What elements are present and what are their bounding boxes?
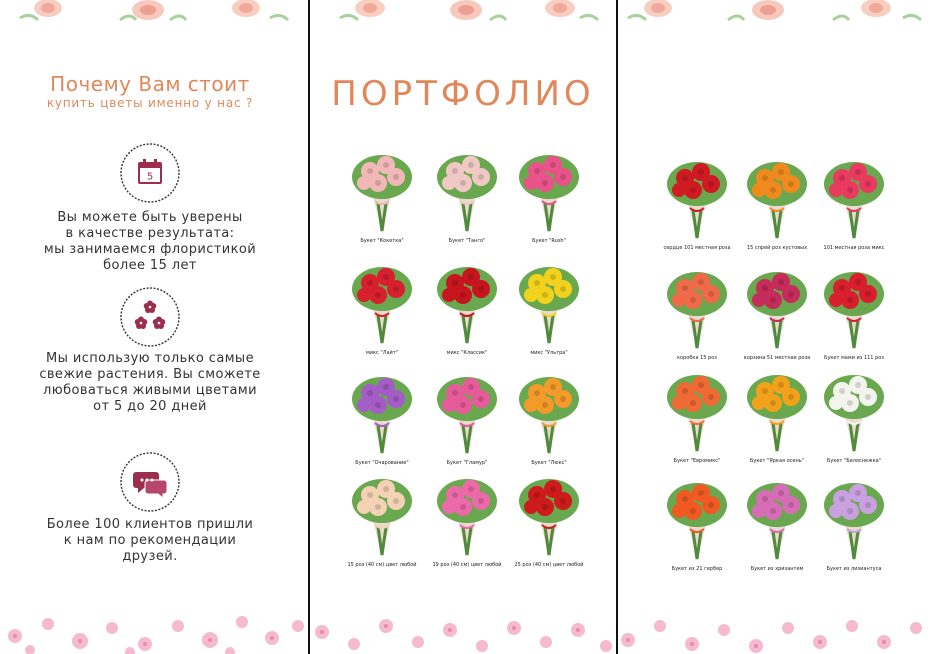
gallery-item-caption: сердце 101 местная роза <box>663 245 731 251</box>
bouquet-image <box>427 255 507 345</box>
portfolio-item-caption: Букет "Танго" <box>448 238 486 244</box>
portfolio-item-caption: Букет "Очарование" <box>355 460 409 466</box>
bouquet-image <box>342 365 422 455</box>
bouquet-image <box>737 260 817 350</box>
gallery-item-caption: Букет мами из 111 роз <box>824 355 884 361</box>
portfolio-item-caption: микс "Ультра" <box>530 350 568 356</box>
feature-experience: Вы можете быть уверены в качестве результата: мы занимаемся флористикой более 15 лет <box>43 210 257 273</box>
portfolio-item-caption: Букет "Rush" <box>532 238 566 244</box>
bouquet-image <box>737 363 817 453</box>
portfolio-panel <box>310 0 616 654</box>
bottom-floral-decoration <box>618 596 935 654</box>
gallery-panel <box>618 0 935 654</box>
portfolio-title: ПОРТФОЛИО <box>331 74 595 114</box>
bouquet-image <box>342 143 422 233</box>
why-us-panel <box>0 0 308 654</box>
bouquet-image <box>342 467 422 557</box>
bouquet-image <box>427 365 507 455</box>
flowers-icon <box>118 285 182 349</box>
bouquet-image <box>737 471 817 561</box>
bouquet-image <box>657 260 737 350</box>
gallery-item-caption: корзина 51 местная роза <box>743 355 811 361</box>
bouquet-image <box>427 467 507 557</box>
portfolio-item-caption: 25 роз (40 см) цвет любой <box>514 562 584 568</box>
bouquet-image <box>509 467 589 557</box>
bouquet-image <box>657 363 737 453</box>
gallery-item-caption: Букет "Белоснежка" <box>826 458 882 464</box>
gallery-item-caption: Букет из 21 гербер <box>671 566 723 572</box>
bouquet-image <box>737 150 817 240</box>
chat-icon <box>118 450 182 514</box>
top-floral-decoration <box>0 0 308 34</box>
why-us-subtitle: купить цветы именно у нас ? <box>46 96 254 110</box>
bouquet-image <box>509 255 589 345</box>
bouquet-image <box>342 255 422 345</box>
portfolio-item-caption: Букет "Люкс" <box>531 460 567 466</box>
bouquet-image <box>814 471 894 561</box>
gallery-item-caption: Букет "Яркая осень" <box>749 458 805 464</box>
portfolio-item-caption: Букет "Кокетка" <box>360 238 404 244</box>
bottom-floral-decoration <box>0 596 308 654</box>
portfolio-item-caption: микс "Классик" <box>446 350 488 356</box>
gallery-item-caption: Букет "Евромикс" <box>673 458 721 464</box>
why-us-title: Почему Вам стоит <box>50 72 250 96</box>
gallery-item-caption: 101 местная роза микс <box>823 245 885 251</box>
calendar-day-number: 5 <box>146 171 154 183</box>
gallery-item-caption: 15 спрей роз кустовых <box>746 245 808 251</box>
bottom-floral-decoration <box>310 596 616 654</box>
bouquet-image <box>814 260 894 350</box>
bouquet-image <box>657 471 737 561</box>
gallery-item-caption: коробка 15 роз <box>677 355 717 361</box>
bouquet-image <box>509 143 589 233</box>
bouquet-image <box>814 150 894 240</box>
feature-freshness: Мы использую только самые свежие растения. Вы сможете любоваться живыми цветами от 5 до 20 дней <box>39 351 261 414</box>
feature-recommendations: Более 100 клиентов пришли к нам по рекомендации друзей. <box>46 517 254 564</box>
gallery-item-caption: Букет из лизиантуса <box>826 566 882 572</box>
portfolio-item-caption: 19 роз (40 см) цвет любой <box>432 562 502 568</box>
calendar-icon <box>118 141 182 205</box>
bouquet-image <box>657 150 737 240</box>
gallery-item-caption: Букет из хризантем <box>750 566 804 572</box>
portfolio-item-caption: 15 роз (40 см) цвет любой <box>347 562 417 568</box>
portfolio-item-caption: микс "Лайт" <box>366 350 398 356</box>
portfolio-item-caption: Букет "Гламур" <box>446 460 488 466</box>
bouquet-image <box>509 365 589 455</box>
top-floral-decoration <box>618 0 935 34</box>
bouquet-image <box>814 363 894 453</box>
top-floral-decoration <box>310 0 616 34</box>
bouquet-image <box>427 143 507 233</box>
